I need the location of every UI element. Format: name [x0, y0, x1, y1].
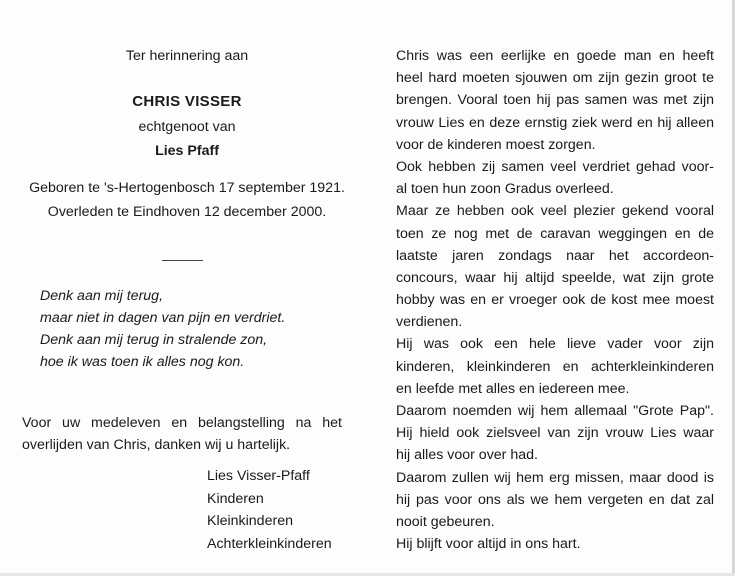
- birth-line: Geboren te 's-Hertogenbosch 17 september 1921.: [29, 180, 345, 196]
- poem-line: Denk aan mij terug in stralende zon,: [40, 332, 268, 348]
- signatory: Kinderen: [207, 490, 264, 507]
- body-line: Daarom noemden wij hem allemaal "Grote Pap".: [396, 403, 714, 419]
- poem-line: hoe ik was toen ik alles nog kon.: [40, 354, 245, 370]
- body-line: al toen hun zoon Gradus overleed.: [396, 181, 614, 198]
- deceased-name: CHRIS VISSER: [132, 93, 242, 110]
- body-line: Chris was een eerlijke en goede man en heeft: [396, 48, 714, 64]
- signatory: Lies Visser-Pfaff: [207, 468, 310, 484]
- body-line: concours, waar hij altijd speelde, wat zijn grote: [396, 269, 714, 286]
- body-line: voor de kinderen moest zorgen.: [396, 136, 596, 153]
- thanks-line: overlijden van Chris, danken wij u hartelijk.: [22, 437, 291, 453]
- spouse-name: Lies Pfaff: [155, 143, 219, 159]
- intro-text: Ter herinnering aan: [125, 48, 249, 64]
- body-line: laatste jaren zondags naar het accordeon-: [396, 247, 714, 264]
- body-line: Daarom zullen wij hem erg missen, maar dood is: [396, 469, 714, 486]
- body-line: hij pas voor ons als we hem vergeten en dat zal: [396, 491, 714, 508]
- right-page-text: [396, 45, 714, 555]
- body-line: hij alles voor over had.: [396, 447, 538, 464]
- poem: [40, 285, 340, 373]
- body-line: en leefde met alles en iedereen mee.: [396, 380, 630, 397]
- signatory: Achterkleinkinderen: [207, 535, 332, 552]
- body-line: nooit gebeuren.: [396, 513, 495, 530]
- signatory: Kleinkinderen: [207, 513, 293, 529]
- spouse-of-text: echtgenoot van: [138, 119, 236, 135]
- body-line: heel hard moeten sjouwen om zijn gezin groot te: [396, 70, 714, 87]
- thanks-line: Voor uw medeleven en belangstelling na het: [22, 415, 342, 431]
- signatories: [207, 465, 357, 555]
- body-line: brengen. Vooral toen hij pas samen was met zijn: [396, 92, 714, 109]
- death-line: Overleden te Eindhoven 12 december 2000.: [47, 204, 327, 220]
- body-line: Hij blijft voor altijd in ons hart.: [396, 536, 581, 553]
- body-line: Hij hield ook zielsveel van zijn vrouw Lies waar: [396, 425, 714, 442]
- body-line: Maar ze hebben ook veel plezier gekend vooral: [396, 203, 714, 220]
- poem-line: maar niet in dagen van pijn en verdriet.: [40, 310, 286, 326]
- body-line: kinderen, kleinkinderen en achterkleinkinderen: [396, 358, 714, 375]
- poem-line: Denk aan mij terug,: [40, 288, 164, 304]
- body-line: vrouw Lies en deze ernstig ziek werd en hij alleen: [396, 114, 714, 131]
- body-line: hobby was en er vroeger ook de kost mee moest: [396, 292, 714, 309]
- divider-line: [162, 260, 203, 261]
- body-line: Hij was ook een hele lieve vader voor zijn: [396, 336, 714, 353]
- body-line: verdienen.: [396, 314, 463, 331]
- body-line: Ook hebben zij samen veel verdriet gehad voor-: [396, 158, 714, 175]
- thanks-text: [22, 412, 342, 456]
- body-line: toen ze nog met de caravan weggingen en de: [396, 225, 714, 242]
